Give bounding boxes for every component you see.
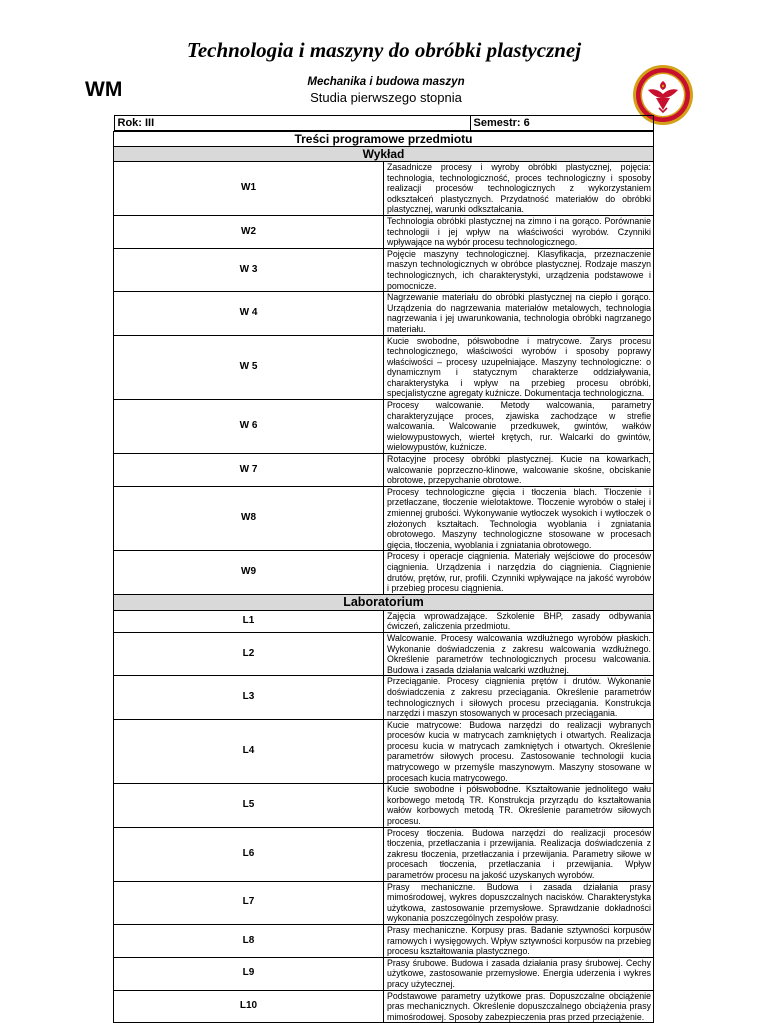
table-row: [114, 632, 654, 675]
topic-description: Kucie swobodne, półswobodne i matrycowe. Zarys procesu technologicznego, właściwości wyrobów i sposoby poprawy właściwości – procesy uzupełniające. Maszyny technologiczne: o dynamicznym i statycznym charakterze oddziaływania, charakterystyka i wpływ na przebieg procesu obróbki, specjalistyczne agregaty kuźnicze. Dokumentacja technologiczna.: [384, 335, 654, 400]
topic-description: Procesy technologiczne gięcia i tłoczenia blach. Tłoczenie i przetłaczane, tłoczenie wielotaktowe. Tłoczenie wyrobów o stałej i zmiennej grubości. Wykonywanie wytłoczek wysokich i wytłoczek o złożonych kształtach. Technologia wyoblania i zgniatania obrotowego. Maszyny technologiczne stosowane w procesach gięcia, tłoczenia, wyoblania i zgniatania obrotowego.: [384, 486, 654, 551]
year-semester-row: [114, 115, 654, 132]
table-row: [114, 924, 654, 957]
topic-code: L10: [114, 990, 384, 1023]
table-row: [114, 248, 654, 291]
topic-code: W 5: [114, 335, 384, 400]
topic-description: Prasy mechaniczne. Korpusy pras. Badanie sztywności korpusów ramowych i wysięgowych. Wpływ sztywności korpusów na przebieg procesu kształtowania plastycznego.: [384, 924, 654, 957]
syllabus-table: [113, 115, 654, 1023]
table-row: [114, 486, 654, 551]
section-title: Laboratorium: [114, 594, 654, 610]
topic-code: L2: [114, 632, 384, 675]
table-row: [114, 162, 654, 216]
topic-description: Rotacyjne procesy obróbki plastycznej. Kucie na kowarkach, walcowanie poprzeczno-klinowe, walcowanie skośne, obciskanie obrotowe, przepychanie obrotowe.: [384, 454, 654, 487]
table-row: [114, 292, 654, 335]
table-row: [114, 957, 654, 990]
document-title: Technologia i maszyny do obróbki plastycznej: [186, 38, 582, 62]
table-row: [114, 400, 654, 454]
topic-description: Podstawowe parametry użytkowe pras. Dopuszczalne obciążenie pras mechanicznych. Określenie dopuszczalnego obciążenia prasy mimośrodowej. Sposoby zabezpieczenia pras przed przeciążenie.: [384, 990, 654, 1023]
topic-code: W 6: [114, 400, 384, 454]
topic-code: W 4: [114, 292, 384, 335]
semester-cell: Semestr: 6: [471, 115, 654, 131]
topic-description: Prasy śrubowe. Budowa i zasada działania prasy śrubowej. Cechy użytkowe, zastosowanie przemysłowe. Energia uderzenia i wykres pracy użytecznej.: [384, 957, 654, 990]
topic-code: W9: [114, 551, 384, 594]
year-cell: Rok: III: [114, 115, 471, 131]
topic-code: W2: [114, 215, 384, 248]
topic-code: L7: [114, 881, 384, 924]
content-heading: Treści programowe przedmiotu: [114, 132, 654, 147]
topic-code: L9: [114, 957, 384, 990]
topic-description: Technologia obróbki plastycznej na zimno i na gorąco. Porównanie technologii i jej wpływ na właściwości wyrobów. Czynniki wpływające na wybór procesu technologicznego.: [384, 215, 654, 248]
topic-code: L8: [114, 924, 384, 957]
topic-code: L1: [114, 610, 384, 632]
study-level: Studia pierwszego stopnia: [310, 90, 462, 105]
table-row: [114, 827, 654, 881]
table-row: [114, 454, 654, 487]
topic-description: Procesy tłoczenia. Budowa narzędzi do realizacji procesów tłoczenia, przetłaczania i przewijania. Realizacja doświadczenia z zakresu tłoczenia, przetłaczania i przewijania. Parametry siłowe w procesach tłoczenia, przetłaczania i przewijania. Wpływ parametrów procesu na jakość uzyskanych wyrobów.: [384, 827, 654, 881]
topic-code: L3: [114, 676, 384, 719]
section-header-row: [114, 594, 654, 610]
topic-code: W 3: [114, 248, 384, 291]
topic-description: Prasy mechaniczne. Budowa i zasada działania prasy mimośrodowej, wykres dopuszczalnych nacisków. Charakterystyka użytkowa, zastosowanie przemysłowe. Sprawdzanie dokładności wykonania poszczególnych zespołów prasy.: [384, 881, 654, 924]
topic-description: Zasadnicze procesy i wyroby obróbki plastycznej, pojęcia: technologia, technologiczność, proces technologiczny i sposoby realizacji procesów technologicznych z wykorzystaniem odkształceń plastycznych. Przydatność materiałów do obróbki plastycznej, warunki odkształcania.: [384, 162, 654, 216]
sections-body: [114, 147, 654, 1023]
section-header-row: [114, 147, 654, 162]
table-row: [114, 784, 654, 827]
table-row: [114, 676, 654, 719]
table-row: [114, 610, 654, 632]
topic-description: Kucie swobodne i półswobodne. Kształtowanie jednolitego wału korbowego metodą TR. Konstrukcja przyrządu do kształtowania wałów korbowych metodą TR. Określenie parametrów siłowych procesu.: [384, 784, 654, 827]
field-of-study: Mechanika i budowa maszyn: [307, 76, 465, 88]
faculty-code: WM: [85, 78, 123, 101]
topic-description: Walcowanie. Procesy walcowania wzdłużnego wyrobów płaskich. Wykonanie doświadczenia z zakresu walcowania wzdłużnego. Określenie parametrów technologicznych procesu walcowania. Budowa i zasada działania walcarki wzdłużnej.: [384, 632, 654, 675]
topic-description: Przeciąganie. Procesy ciągnienia prętów i drutów. Wykonanie doświadczenia z zakresu przeciągania. Określenie parametrów technologicznych i siłowych procesu przeciągania. Konstrukcja narzędzi i maszyn stosowanych w procesach przeciągania.: [384, 676, 654, 719]
topic-code: W 7: [114, 454, 384, 487]
topic-description: Nagrzewanie materiału do obróbki plastycznej na ciepło i gorąco. Urządzenia do nagrzewania materiałów metalowych, technologia nagrzewania i jej uwarunkowania, technologia obróbki nagrzanego materiału.: [384, 292, 654, 335]
table-row: [114, 719, 654, 784]
topic-description: Pojęcie maszyny technologicznej. Klasyfikacja, przeznaczenie maszyn technologicznych w obróbce plastycznej. Rodzaje maszyn technologicznych, ich charakterystyki, urządzenia podstawowe i pomocnicze.: [384, 248, 654, 291]
table-row: [114, 335, 654, 400]
table-row: [114, 215, 654, 248]
topic-description: Procesy i operacje ciągnienia. Materiały wejściowe do procesów ciągnienia. Urządzenia i narzędzia do ciągnienia. Ciągnienie drutów, prętów, rur, profili. Czynniki wpływające na jakość wyrobów i przebieg procesu ciągnienia.: [384, 551, 654, 594]
table-row: [114, 990, 654, 1023]
table-row: [114, 551, 654, 594]
topic-description: Zajęcia wprowadzające. Szkolenie BHP, zasady odbywania ćwiczeń, zaliczenia przedmiotu.: [384, 610, 654, 632]
topic-description: Procesy walcowanie. Metody walcowania, parametry charakteryzujące proces, zjawiska zachodzące w strefie walcowania. Walcowanie przedkuwek, gwintów, wałków wielowypustowych, wierteł krętych, rur. Walcarki do gwintów, wielowypustów, kuźnicze.: [384, 400, 654, 454]
topic-code: L6: [114, 827, 384, 881]
topic-code: L4: [114, 719, 384, 784]
topic-description: Kucie matrycowe: Budowa narzędzi do realizacji wybranych procesów kucia w matrycach zamkniętych i otwartych. Realizacja procesu kucia w matrycach zamkniętych i otwartych. Określenie parametrów siłowych procesu. Zastosowanie technologii kucia matrycowego w przemyśle maszynowym. Maszyny stosowane w procesach kucia matrycowego.: [384, 719, 654, 784]
topic-code: W8: [114, 486, 384, 551]
section-title: Wykład: [114, 147, 654, 162]
program-info: [236, 76, 536, 105]
topic-code: W1: [114, 162, 384, 216]
table-row: [114, 881, 654, 924]
topic-code: L5: [114, 784, 384, 827]
